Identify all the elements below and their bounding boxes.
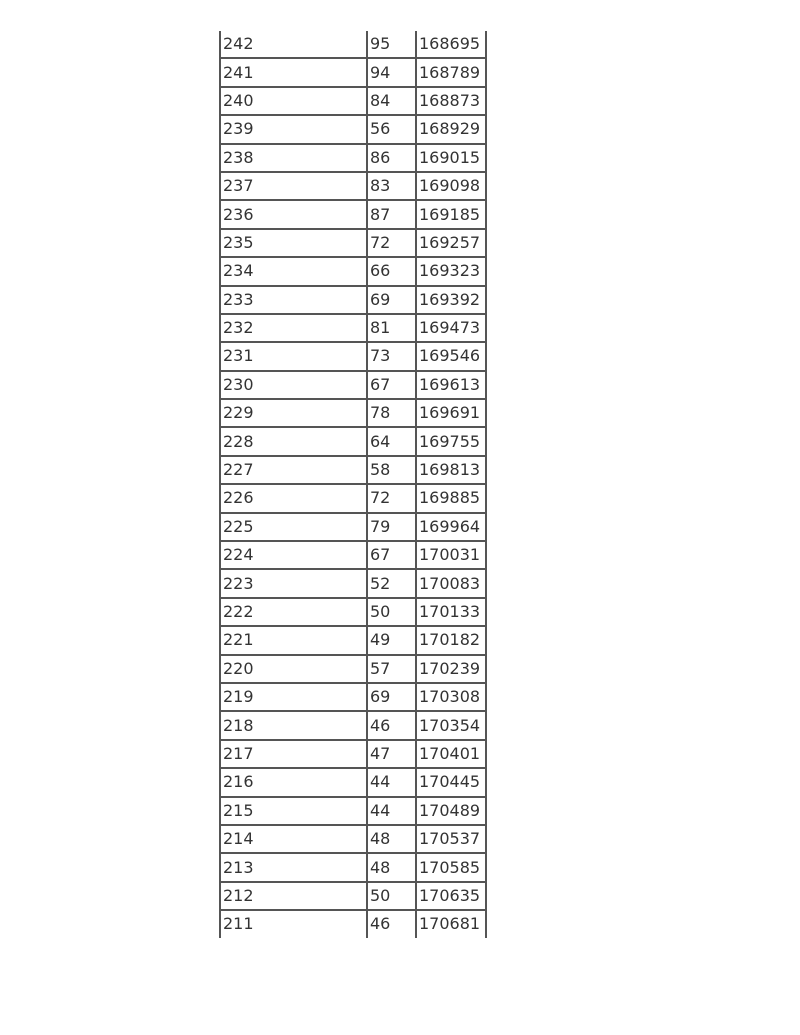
score-cell: 228 bbox=[220, 427, 367, 455]
score-cell: 227 bbox=[220, 456, 367, 484]
cumulative-cell: 169691 bbox=[416, 399, 486, 427]
cumulative-cell: 169613 bbox=[416, 371, 486, 399]
count-cell: 73 bbox=[367, 342, 416, 370]
count-cell: 56 bbox=[367, 115, 416, 143]
table-row bbox=[220, 740, 486, 768]
count-cell: 58 bbox=[367, 456, 416, 484]
count-cell: 48 bbox=[367, 853, 416, 881]
cumulative-cell: 170401 bbox=[416, 740, 486, 768]
count-cell: 86 bbox=[367, 144, 416, 172]
count-cell: 84 bbox=[367, 87, 416, 115]
table-row bbox=[220, 200, 486, 228]
cumulative-cell: 170585 bbox=[416, 853, 486, 881]
count-cell: 94 bbox=[367, 58, 416, 86]
count-cell: 72 bbox=[367, 229, 416, 257]
cumulative-cell: 169257 bbox=[416, 229, 486, 257]
table-row bbox=[220, 286, 486, 314]
count-cell: 87 bbox=[367, 200, 416, 228]
cumulative-cell: 169885 bbox=[416, 484, 486, 512]
score-cell: 225 bbox=[220, 513, 367, 541]
cumulative-cell: 169185 bbox=[416, 200, 486, 228]
score-cell: 214 bbox=[220, 825, 367, 853]
count-cell: 44 bbox=[367, 768, 416, 796]
cumulative-cell: 169813 bbox=[416, 456, 486, 484]
count-cell: 57 bbox=[367, 655, 416, 683]
table-row bbox=[220, 342, 486, 370]
table-row bbox=[220, 541, 486, 569]
cumulative-cell: 170308 bbox=[416, 683, 486, 711]
count-cell: 49 bbox=[367, 626, 416, 654]
count-cell: 67 bbox=[367, 541, 416, 569]
table-row bbox=[220, 172, 486, 200]
count-cell: 66 bbox=[367, 257, 416, 285]
count-cell: 50 bbox=[367, 882, 416, 910]
cumulative-cell: 169473 bbox=[416, 314, 486, 342]
score-cell: 226 bbox=[220, 484, 367, 512]
table-row bbox=[220, 456, 486, 484]
table-row bbox=[220, 768, 486, 796]
score-cell: 211 bbox=[220, 910, 367, 937]
table-row bbox=[220, 257, 486, 285]
cumulative-cell: 170031 bbox=[416, 541, 486, 569]
cumulative-cell: 170182 bbox=[416, 626, 486, 654]
score-cell: 233 bbox=[220, 286, 367, 314]
table-row bbox=[220, 569, 486, 597]
score-cell: 236 bbox=[220, 200, 367, 228]
score-cell: 239 bbox=[220, 115, 367, 143]
table-row bbox=[220, 513, 486, 541]
cumulative-cell: 170489 bbox=[416, 797, 486, 825]
score-cell: 224 bbox=[220, 541, 367, 569]
table-row bbox=[220, 853, 486, 881]
cumulative-cell: 169964 bbox=[416, 513, 486, 541]
table-row bbox=[220, 58, 486, 86]
cumulative-cell: 170133 bbox=[416, 598, 486, 626]
cumulative-cell: 170681 bbox=[416, 910, 486, 937]
table-row bbox=[220, 910, 486, 937]
score-cell: 240 bbox=[220, 87, 367, 115]
count-cell: 44 bbox=[367, 797, 416, 825]
score-cell: 223 bbox=[220, 569, 367, 597]
cumulative-cell: 169015 bbox=[416, 144, 486, 172]
count-cell: 47 bbox=[367, 740, 416, 768]
count-cell: 64 bbox=[367, 427, 416, 455]
cumulative-cell: 170239 bbox=[416, 655, 486, 683]
cumulative-cell: 169546 bbox=[416, 342, 486, 370]
table-row bbox=[220, 683, 486, 711]
table-row bbox=[220, 484, 486, 512]
score-cell: 217 bbox=[220, 740, 367, 768]
score-cell: 235 bbox=[220, 229, 367, 257]
count-cell: 81 bbox=[367, 314, 416, 342]
cumulative-cell: 170445 bbox=[416, 768, 486, 796]
score-cell: 234 bbox=[220, 257, 367, 285]
count-cell: 72 bbox=[367, 484, 416, 512]
cumulative-cell: 170083 bbox=[416, 569, 486, 597]
cumulative-cell: 169098 bbox=[416, 172, 486, 200]
count-cell: 48 bbox=[367, 825, 416, 853]
count-cell: 78 bbox=[367, 399, 416, 427]
score-cell: 221 bbox=[220, 626, 367, 654]
cumulative-cell: 170537 bbox=[416, 825, 486, 853]
table-row bbox=[220, 371, 486, 399]
score-cell: 218 bbox=[220, 711, 367, 739]
table-row bbox=[220, 427, 486, 455]
cumulative-cell: 169755 bbox=[416, 427, 486, 455]
table-row bbox=[220, 598, 486, 626]
score-cell: 238 bbox=[220, 144, 367, 172]
score-cell: 229 bbox=[220, 399, 367, 427]
score-cell: 232 bbox=[220, 314, 367, 342]
table-row bbox=[220, 882, 486, 910]
count-cell: 46 bbox=[367, 910, 416, 937]
cumulative-cell: 168929 bbox=[416, 115, 486, 143]
table-row bbox=[220, 399, 486, 427]
score-cell: 219 bbox=[220, 683, 367, 711]
score-cell: 215 bbox=[220, 797, 367, 825]
count-cell: 69 bbox=[367, 683, 416, 711]
score-cell: 237 bbox=[220, 172, 367, 200]
score-distribution-table bbox=[219, 31, 487, 938]
cumulative-cell: 170635 bbox=[416, 882, 486, 910]
score-cell: 231 bbox=[220, 342, 367, 370]
score-cell: 241 bbox=[220, 58, 367, 86]
cumulative-cell: 169323 bbox=[416, 257, 486, 285]
score-cell: 213 bbox=[220, 853, 367, 881]
table-row bbox=[220, 711, 486, 739]
table-row bbox=[220, 314, 486, 342]
cumulative-cell: 169392 bbox=[416, 286, 486, 314]
count-cell: 50 bbox=[367, 598, 416, 626]
table-row bbox=[220, 31, 486, 58]
score-cell: 222 bbox=[220, 598, 367, 626]
cumulative-cell: 168873 bbox=[416, 87, 486, 115]
count-cell: 83 bbox=[367, 172, 416, 200]
score-cell: 242 bbox=[220, 31, 367, 58]
count-cell: 46 bbox=[367, 711, 416, 739]
table-row bbox=[220, 229, 486, 257]
table-row bbox=[220, 144, 486, 172]
table-row bbox=[220, 87, 486, 115]
cumulative-cell: 168695 bbox=[416, 31, 486, 58]
score-cell: 220 bbox=[220, 655, 367, 683]
count-cell: 52 bbox=[367, 569, 416, 597]
count-cell: 95 bbox=[367, 31, 416, 58]
count-cell: 69 bbox=[367, 286, 416, 314]
cumulative-cell: 168789 bbox=[416, 58, 486, 86]
table-row bbox=[220, 655, 486, 683]
table-body bbox=[220, 31, 486, 938]
table-row bbox=[220, 825, 486, 853]
count-cell: 67 bbox=[367, 371, 416, 399]
count-cell: 79 bbox=[367, 513, 416, 541]
score-cell: 230 bbox=[220, 371, 367, 399]
table-row bbox=[220, 626, 486, 654]
score-cell: 212 bbox=[220, 882, 367, 910]
table-row bbox=[220, 797, 486, 825]
table-row bbox=[220, 115, 486, 143]
cumulative-cell: 170354 bbox=[416, 711, 486, 739]
score-cell: 216 bbox=[220, 768, 367, 796]
